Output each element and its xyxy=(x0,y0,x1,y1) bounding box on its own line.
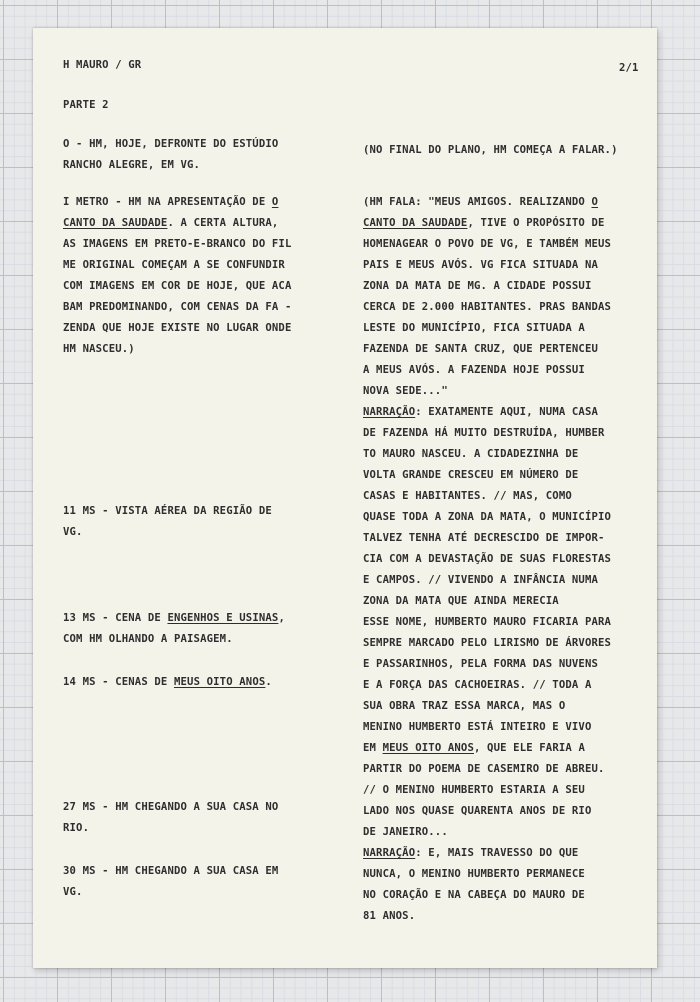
narration-line xyxy=(363,234,611,255)
shot-line xyxy=(63,629,233,650)
text-run: TO MAURO NASCEU. A CIDADEZINHA DE xyxy=(363,448,579,460)
text-run: 30 MS - HM CHEGANDO A SUA CASA EM xyxy=(63,865,279,877)
narration-line xyxy=(363,507,611,528)
narration-line xyxy=(363,738,585,759)
header-left: H MAURO / GR xyxy=(63,59,142,71)
shot-line xyxy=(63,234,291,255)
text-run: COM HM OLHANDO A PAISAGEM. xyxy=(63,633,233,645)
narration-line xyxy=(363,192,598,213)
text-run: . A CERTA ALTURA, xyxy=(167,217,279,229)
narration-line xyxy=(363,140,618,161)
shot-line xyxy=(63,882,83,903)
text-run: 11 MS - VISTA AÉREA DA REGIÃO DE xyxy=(63,505,272,517)
text-run: NUNCA, O MENINO HUMBERTO PERMANECE xyxy=(363,868,585,880)
underlined-title: CANTO DA SAUDADE xyxy=(363,217,468,229)
narration-line xyxy=(363,360,585,381)
narration-line xyxy=(363,570,598,591)
narration-line xyxy=(363,402,598,423)
text-run: HOMENAGEAR O POVO DE VG, E TAMBÉM MEUS xyxy=(363,238,612,250)
narration-line xyxy=(363,444,578,465)
shot-line xyxy=(63,672,272,693)
text-run: PARTIR DO POEMA DE CASEMIRO DE ABREU. xyxy=(363,763,605,775)
shot-line xyxy=(63,797,278,818)
text-run: NOVA SEDE..." xyxy=(363,385,448,397)
underlined-title: NARRAÇÃO xyxy=(363,847,416,859)
text-run: E A FORÇA DAS CACHOEIRAS. // TODA A xyxy=(363,679,592,691)
underlined-title: NARRAÇÃO xyxy=(363,406,416,418)
underlined-title: O xyxy=(591,196,599,208)
shot-line xyxy=(63,861,278,882)
text-run: LESTE DO MUNICÍPIO, FICA SITUADA A xyxy=(363,322,585,334)
narration-line xyxy=(363,255,598,276)
shot-line xyxy=(63,192,278,213)
shot-line xyxy=(63,213,278,234)
shot-line xyxy=(63,255,285,276)
text-run: ESSE NOME, HUMBERTO MAURO FICARIA PARA xyxy=(363,616,612,628)
text-run: VG. xyxy=(63,526,83,538)
text-run: EM xyxy=(363,742,383,754)
text-run: : E, MAIS TRAVESSO DO QUE xyxy=(415,847,579,859)
narration-line xyxy=(363,885,585,906)
shot-line xyxy=(63,297,291,318)
narration-line xyxy=(363,381,448,402)
text-run: CIA COM A DEVASTAÇÃO DE SUAS FLORESTAS xyxy=(363,553,612,565)
text-run: O - HM, HOJE, DEFRONTE DO ESTÚDIO xyxy=(63,138,279,150)
text-run: BAM PREDOMINANDO, COM CENAS DA FA - xyxy=(63,301,292,313)
underlined-title: MEUS OITO ANOS xyxy=(173,676,266,688)
narration-line xyxy=(363,759,605,780)
text-run: COM IMAGENS EM COR DE HOJE, QUE ACA xyxy=(63,280,292,292)
text-run: E CAMPOS. // VIVENDO A INFÂNCIA NUMA xyxy=(363,574,599,586)
text-run: DE JANEIRO... xyxy=(363,826,448,838)
text-run: VG. xyxy=(63,886,83,898)
text-run: ME ORIGINAL COMEÇAM A SE CONFUNDIR xyxy=(63,259,285,271)
text-run: I METRO - HM NA APRESENTAÇÃO DE xyxy=(63,196,272,208)
text-run: // O MENINO HUMBERTO ESTARIA A SEU xyxy=(363,784,585,796)
text-run: LADO NOS QUASE QUARENTA ANOS DE RIO xyxy=(363,805,592,817)
shot-line xyxy=(63,818,89,839)
text-run: AS IMAGENS EM PRETO-E-BRANCO DO FIL xyxy=(63,238,292,250)
narration-line xyxy=(363,591,559,612)
text-run: ZONA DA MATA QUE AINDA MERECIA xyxy=(363,595,559,607)
underlined-title: ENGENHOS E USINAS xyxy=(167,612,279,624)
narration-line xyxy=(363,801,591,822)
narration-line xyxy=(363,612,611,633)
text-run: 13 MS - CENA DE xyxy=(63,612,168,624)
page-number: 2/1 xyxy=(619,62,639,74)
narration-line xyxy=(363,486,572,507)
shot-line xyxy=(63,276,291,297)
text-run: VOLTA GRANDE CRESCEU EM NÚMERO DE xyxy=(363,469,579,481)
text-run: E PASSARINHOS, PELA FORMA DAS NUVENS xyxy=(363,658,599,670)
script-page xyxy=(33,28,657,968)
text-run: SEMPRE MARCADO PELO LIRISMO DE ÁRVORES xyxy=(363,637,612,649)
underlined-title: CANTO DA SAUDADE xyxy=(63,217,168,229)
text-run: : EXATAMENTE AQUI, NUMA CASA xyxy=(415,406,599,418)
narration-line xyxy=(363,423,605,444)
narration-line xyxy=(363,717,591,738)
narration-line xyxy=(363,276,591,297)
narration-line xyxy=(363,465,578,486)
narration-line xyxy=(363,213,605,234)
text-run: TALVEZ TENHA ATÉ DECRESCIDO DE IMPOR- xyxy=(363,532,605,544)
shot-line xyxy=(63,318,291,339)
narration-line xyxy=(363,843,578,864)
narration-line xyxy=(363,906,415,927)
text-run: ZENDA QUE HOJE EXISTE NO LUGAR ONDE xyxy=(63,322,292,334)
text-run: RIO. xyxy=(63,822,90,834)
text-run: RANCHO ALEGRE, EM VG. xyxy=(63,159,201,171)
text-run: NO CORAÇÃO E NA CABEÇA DO MAURO DE xyxy=(363,889,585,901)
narration-line xyxy=(363,654,598,675)
text-run: ZONA DA MATA DE MG. A CIDADE POSSUI xyxy=(363,280,592,292)
shot-line xyxy=(63,608,285,629)
shot-line xyxy=(63,155,200,176)
shot-line xyxy=(63,134,278,155)
narration-line xyxy=(363,318,585,339)
underlined-title: MEUS OITO ANOS xyxy=(382,742,474,754)
text-run: A MEUS AVÓS. A FAZENDA HOJE POSSUI xyxy=(363,364,585,376)
text-run: QUASE TODA A ZONA DA MATA, O MUNICÍPIO xyxy=(363,511,612,523)
narration-line xyxy=(363,528,605,549)
text-run: MENINO HUMBERTO ESTÁ INTEIRO E VIVO xyxy=(363,721,592,733)
section-heading: PARTE 2 xyxy=(63,99,109,111)
text-run: 14 MS - CENAS DE xyxy=(63,676,174,688)
narration-line xyxy=(363,864,585,885)
shot-line xyxy=(63,501,272,522)
text-run: CERCA DE 2.000 HABITANTES. PRAS BANDAS xyxy=(363,301,612,313)
text-run: , TIVE O PROPÓSITO DE xyxy=(467,217,605,229)
text-run: (NO FINAL DO PLANO, HM COMEÇA A FALAR.) xyxy=(363,144,618,156)
text-run: , QUE ELE FARIA A xyxy=(474,742,585,754)
text-run: FAZENDA DE SANTA CRUZ, QUE PERTENCEU xyxy=(363,343,599,355)
text-run: SUA OBRA TRAZ ESSA MARCA, MAS O xyxy=(363,700,566,712)
text-run: . xyxy=(265,676,272,688)
text-run: HM NASCEU.) xyxy=(63,343,135,355)
narration-line xyxy=(363,633,611,654)
text-run: PAIS E MEUS AVÓS. VG FICA SITUADA NA xyxy=(363,259,599,271)
narration-line xyxy=(363,339,598,360)
text-run: CASAS E HABITANTES. // MAS, COMO xyxy=(363,490,572,502)
text-run: 81 ANOS. xyxy=(363,910,416,922)
narration-line xyxy=(363,549,611,570)
text-run: (HM FALA: "MEUS AMIGOS. REALIZANDO xyxy=(363,196,592,208)
underlined-title: O xyxy=(271,196,279,208)
narration-line xyxy=(363,822,448,843)
text-run: DE FAZENDA HÁ MUITO DESTRUÍDA, HUMBER xyxy=(363,427,605,439)
narration-line xyxy=(363,297,611,318)
narration-line xyxy=(363,780,585,801)
text-run: 27 MS - HM CHEGANDO A SUA CASA NO xyxy=(63,801,279,813)
narration-line xyxy=(363,675,591,696)
text-run: , xyxy=(278,612,285,624)
shot-line xyxy=(63,522,83,543)
narration-line xyxy=(363,696,565,717)
shot-line xyxy=(63,339,135,360)
